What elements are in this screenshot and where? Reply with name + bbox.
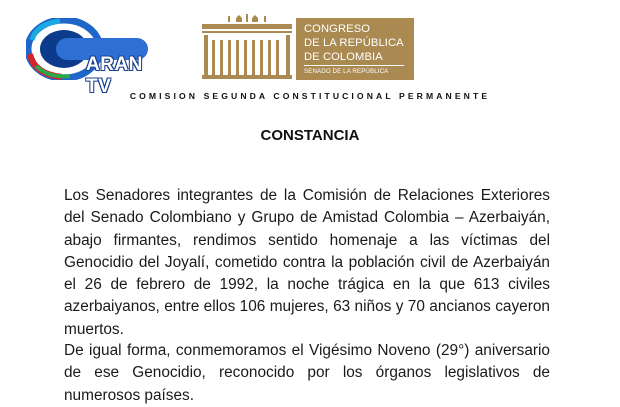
document-title: CONSTANCIA	[260, 127, 360, 144]
aran-tv-wordmark: ARAN TV	[86, 54, 143, 97]
congress-divider	[304, 65, 404, 66]
congress-title-line2: DE LA REPÚBLICA	[304, 37, 404, 49]
congress-logo	[198, 14, 416, 80]
body-paragraph-1: Los Senadores integrantes de la Comisión de Relaciones Exteriores del Senado Colombiano y Grupo de Amistad Colombia – Azerbaiyán, abajo firmantes, rendimos sentido homenaje a las víctimas del Genocidio del Joyalí, cometido contra la población civil de Azerbaiyán el 26 de febrero de 1992, la noche trágica en la que 613 civiles azerbaiyanos, entre ellos 106 mujeres, 63 niños y 70 ancianos cayeron muertos.	[64, 187, 550, 338]
body-paragraph-2: De igual forma, conmemoramos el Vigésimo Noveno (29°) aniversario de ese Genocidio, reconocido por los órganos legislativos de numerosos países.	[64, 342, 550, 404]
congress-title-line3: DE COLOMBIA	[304, 51, 383, 63]
congress-title-line1: CONGRESO	[304, 23, 371, 35]
congress-name-panel	[296, 18, 414, 80]
commission-heading: COMISION SEGUNDA CONSTITUCIONAL PERMANENTE	[129, 91, 491, 101]
senate-subtitle: SENADO DE LA REPÚBLICA	[304, 68, 389, 75]
aran-tv-logo	[26, 18, 156, 97]
capitol-building-icon	[198, 14, 296, 80]
